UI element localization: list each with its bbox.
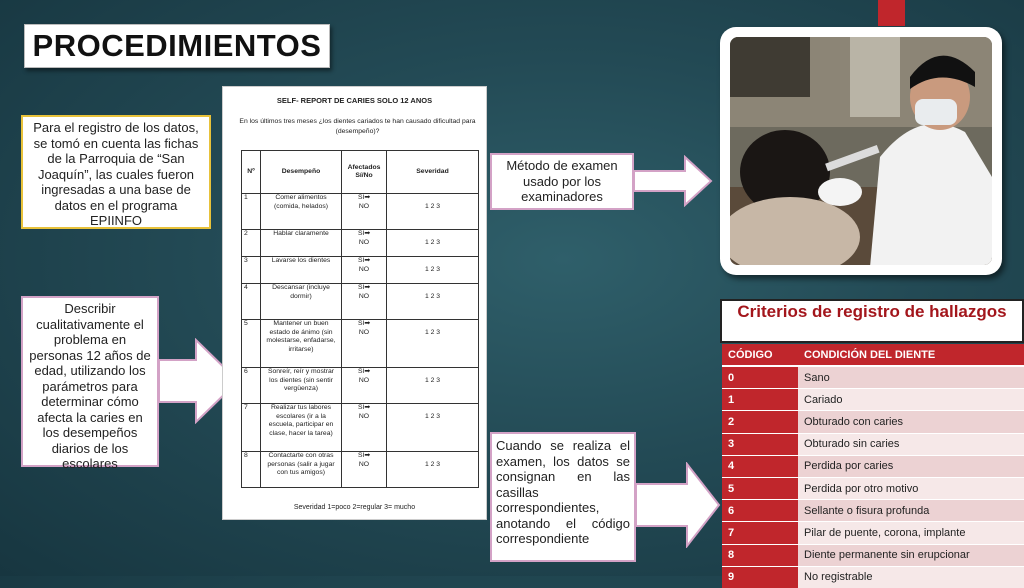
form-header-severity: Severidad [387,151,479,194]
form-row-no: NO [358,328,370,336]
form-row-number: 6 [242,368,261,404]
criteria-header-condition: CONDICIÓN DEL DIENTE [798,344,1024,366]
form-row-yes: SI➡ [357,320,371,327]
form-question: En los últimos tres meses ¿los dientes cariados te han causado dificultad para (desempeño)? [239,118,476,135]
form-row-no: NO [358,292,370,300]
criteria-code: 4 [722,455,798,477]
form-row [242,320,479,368]
criteria-row [722,566,1024,588]
note-registro: Para el registro de los datos, se tomó en cuenta las fichas de la Parroquia de “San Joaquín”, las cuales fueron ingresadas a una base de datos en el programa EPIINFO [21,115,211,229]
form-row-no: NO [358,412,370,420]
form-header-number: Nº [242,151,261,194]
form-row-affected [342,404,387,452]
form-row-number: 3 [242,257,261,284]
criteria-condition: Obturado sin caries [798,433,1024,455]
criteria-row [722,389,1024,411]
criteria-condition: Perdida por caries [798,455,1024,477]
note-describir: Describir cualitativamente el problema en personas 12 años de edad, utilizando los parámetros para determinar cómo afecta la caries en los desempeños diarios de los escolares [21,296,159,467]
decorative-red-strip [878,0,905,26]
form-row-severity-scale: 1 2 3 [424,265,441,273]
form-row-description: Mantener un buen estado de ánimo (sin molestarse, enfadarse, irritarse) [261,320,342,368]
criteria-code: 8 [722,544,798,566]
dental-exam-photo [730,37,992,265]
page-title: PROCEDIMIENTOS [32,28,322,63]
criteria-condition: Cariado [798,389,1024,411]
form-row-yes: SI➡ [357,368,371,375]
criteria-code: 6 [722,500,798,522]
criteria-row [722,522,1024,544]
form-row-yes: SI➡ [357,257,371,264]
form-row-no: NO [358,460,370,468]
form-row-number: 1 [242,194,261,230]
form-row-severity [387,368,479,404]
form-row-affected [342,320,387,368]
right-arrow-icon [633,155,713,207]
form-row-number: 7 [242,404,261,452]
form-row-number: 2 [242,230,261,257]
form-row-affected [342,257,387,284]
criteria-code: 1 [722,389,798,411]
form-row-description: Sonreír, reír y mostrar los dientes (sin sentir vergüenza) [261,368,342,404]
form-row-yes: SI➡ [357,230,371,237]
form-row-yes: SI➡ [357,284,371,291]
form-row [242,452,479,488]
form-row-yes: SI➡ [357,404,371,411]
form-row [242,230,479,257]
form-row-severity [387,284,479,320]
form-row-severity-scale: 1 2 3 [424,328,441,336]
form-row [242,194,479,230]
criteria-condition: Sellante o fisura profunda [798,500,1024,522]
form-header-affected: Afectados Sí/No [342,151,387,194]
criteria-row [722,455,1024,477]
criteria-condition: Sano [798,366,1024,389]
form-row [242,404,479,452]
form-row-severity-scale: 1 2 3 [424,376,441,384]
criteria-row [722,411,1024,433]
criteria-row [722,544,1024,566]
form-row-no: NO [358,376,370,384]
form-row [242,368,479,404]
form-row-severity-scale: 1 2 3 [424,412,441,420]
form-row-description: Descansar (incluye dormir) [261,284,342,320]
criteria-condition: Pilar de puente, corona, implante [798,522,1024,544]
form-row-description: Realizar tus labores escolares (ir a la escuela, participar en clase, hacer la tarea) [261,404,342,452]
form-row-affected [342,284,387,320]
form-row-yes: SI➡ [357,452,371,459]
criteria-condition: Diente permanente sin erupcionar [798,544,1024,566]
criteria-header-code: CÓDIGO [722,344,798,366]
form-table [241,150,479,488]
note-metodo: Método de examen usado por los examinadores [490,153,634,210]
form-row-description: Contactarte con otras personas (salir a jugar con tus amigos) [261,452,342,488]
form-row-number: 8 [242,452,261,488]
form-row-severity-scale: 1 2 3 [424,292,441,300]
form-row-severity-scale: 1 2 3 [424,460,441,468]
form-row-severity [387,404,479,452]
form-row-severity [387,320,479,368]
caries-self-report-form [222,86,487,520]
criteria-table [722,344,1024,588]
page-title-box [24,24,330,68]
criteria-code: 9 [722,566,798,588]
form-row-affected [342,452,387,488]
form-row-number: 5 [242,320,261,368]
criteria-code: 5 [722,477,798,499]
criteria-code: 3 [722,433,798,455]
criteria-condition: Perdida por otro motivo [798,477,1024,499]
right-arrow-icon [635,462,721,548]
form-row-number: 4 [242,284,261,320]
form-row-severity [387,194,479,230]
form-row-description: Comer alimentos (comida, helados) [261,194,342,230]
form-row-severity [387,257,479,284]
photo-frame [720,27,1002,275]
form-row [242,284,479,320]
note-cuando: Cuando se realiza el examen, los datos se consignan en las casillas correspondientes, anotando el código correspondiente [490,432,636,562]
form-footer: Severidad 1=poco 2=regular 3= mucho [293,504,416,511]
criteria-code: 7 [722,522,798,544]
form-row-affected [342,230,387,257]
criteria-row [722,433,1024,455]
criteria-condition: Obturado con caries [798,411,1024,433]
form-row-affected [342,194,387,230]
form-row-yes: SI➡ [357,194,371,201]
criteria-code: 0 [722,366,798,389]
criteria-title: Criterios de registro de hallazgos [720,299,1024,343]
form-row [242,257,479,284]
form-row-affected [342,368,387,404]
form-row-no: NO [358,202,370,210]
form-title: SELF- REPORT DE CARIES SOLO 12 ANOS [276,96,433,105]
form-row-description: Hablar claramente [261,230,342,257]
criteria-condition: No registrable [798,566,1024,588]
form-row-severity-scale: 1 2 3 [424,238,441,246]
criteria-row [722,500,1024,522]
criteria-code: 2 [722,411,798,433]
form-row-no: NO [358,238,370,246]
form-header-performance: Desempeño [261,151,342,194]
criteria-row [722,477,1024,499]
form-row-severity [387,452,479,488]
criteria-row [722,366,1024,389]
form-row-description: Lavarse los dientes [261,257,342,284]
form-row-severity [387,230,479,257]
form-row-severity-scale: 1 2 3 [424,202,441,210]
form-row-no: NO [358,265,370,273]
